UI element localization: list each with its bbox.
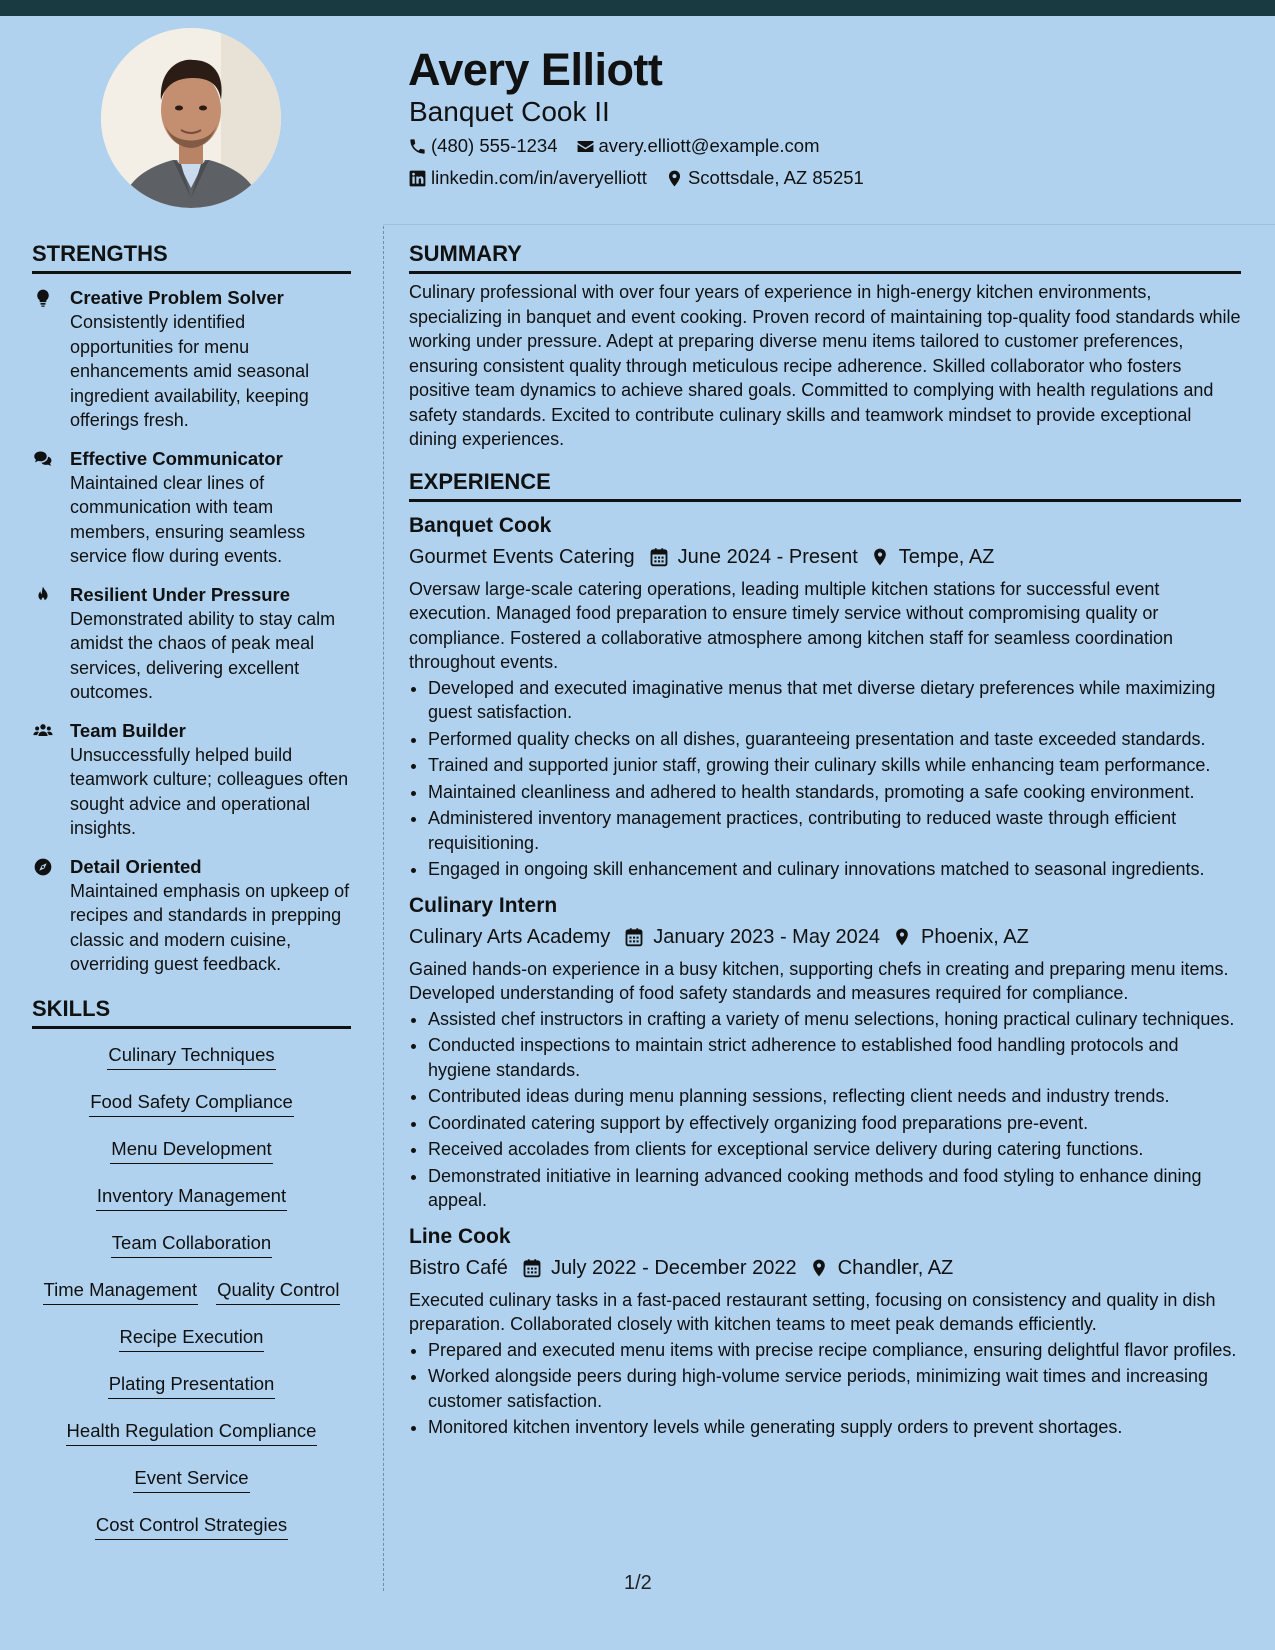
job-entry xyxy=(409,892,1241,1213)
calendar-icon xyxy=(624,927,644,947)
envelope-icon xyxy=(576,137,595,156)
comments-icon xyxy=(33,449,53,469)
compass-icon xyxy=(33,857,53,877)
experience-heading: EXPERIENCE xyxy=(409,468,1241,502)
top-accent-bar xyxy=(0,0,1275,16)
job-bullet: • Performed quality checks on all dishes, guaranteeing presentation and taste exceeded standards. xyxy=(428,727,1241,752)
linkedin-icon xyxy=(408,169,427,188)
skills-heading: SKILLS xyxy=(32,995,351,1029)
job-bullet: • Conducted inspections to maintain strict adherence to established food handling protocols and hygiene standards. xyxy=(428,1033,1241,1082)
job-company: Bistro Café xyxy=(409,1256,508,1279)
strength-description: Consistently identified opportunities for menu enhancements amid seasonal ingredient availability, keeping offerings fresh. xyxy=(70,312,310,430)
map-pin-icon xyxy=(892,927,912,947)
contact-linkedin[interactable] xyxy=(408,166,647,190)
job-bullet: • Administered inventory management practices, contributing to reduced waste through efficient requisitioning. xyxy=(428,806,1241,855)
job-dates: January 2023 - May 2024 xyxy=(653,925,881,948)
job-description: Executed culinary tasks in a fast-paced restaurant setting, focusing on consistency and quality in dish preparation. Collaborated closely with kitchen teams to meet peak demands efficiently. xyxy=(409,1289,1216,1334)
candidate-name: Avery Elliott xyxy=(408,44,663,95)
header-divider xyxy=(383,224,1275,225)
job-bullets xyxy=(409,1007,1241,1213)
location-text: Scottsdale, AZ 85251 xyxy=(687,167,864,188)
job-company: Gourmet Events Catering xyxy=(409,545,635,568)
contact-email[interactable] xyxy=(576,134,820,158)
job-bullet: • Monitored kitchen inventory levels while generating supply orders to prevent shortages. xyxy=(428,1415,1241,1440)
job-title: Culinary Intern xyxy=(409,893,558,917)
phone-text: (480) 555-1234 xyxy=(431,135,558,156)
job-bullet: • Received accolades from clients for exceptional service delivery during catering functions. xyxy=(428,1137,1241,1162)
users-icon xyxy=(33,721,53,741)
strength-item xyxy=(32,447,351,569)
job-dates: June 2024 - Present xyxy=(677,545,858,568)
strength-title: Creative Problem Solver xyxy=(70,287,284,308)
job-bullet: • Demonstrated initiative in learning advanced cooking methods and food styling to enhance dining appeal. xyxy=(428,1164,1241,1213)
calendar-icon xyxy=(649,547,669,567)
strength-description: Demonstrated ability to stay calm amidst the chaos of peak meal services, delivering excellent outcomes. xyxy=(70,608,336,702)
job-bullet: • Worked alongside peers during high-volume service periods, minimizing wait times and increasing customer satisfaction. xyxy=(428,1364,1241,1413)
person-portrait-image xyxy=(101,28,281,208)
job-dates: July 2022 - December 2022 xyxy=(550,1256,797,1279)
left-column xyxy=(32,240,351,1554)
skill-tag: Team Collaboration xyxy=(111,1231,272,1258)
skill-tag: Culinary Techniques xyxy=(107,1043,275,1070)
job-location: Tempe, AZ xyxy=(898,545,995,568)
strengths-heading: STRENGTHS xyxy=(32,240,351,274)
strength-title: Detail Oriented xyxy=(70,855,202,877)
strength-item xyxy=(32,286,351,433)
skill-tag: Food Safety Compliance xyxy=(89,1090,294,1117)
job-entry xyxy=(409,1223,1241,1440)
strength-title: Effective Communicator xyxy=(70,447,283,469)
skill-tag: Health Regulation Compliance xyxy=(66,1419,318,1446)
map-pin-icon xyxy=(870,547,890,567)
skill-tag: Recipe Execution xyxy=(119,1325,265,1352)
job-bullet: • Assisted chef instructors in crafting a variety of menu selections, honing practical culinary techniques. xyxy=(428,1007,1241,1032)
job-bullet: • Developed and executed imaginative menus that met diverse dietary preferences while maximizing guest satisfaction. xyxy=(428,676,1241,725)
contact-row-1 xyxy=(408,134,820,158)
skill-tag: Event Service xyxy=(133,1466,249,1493)
strength-description: Unsuccessfully helped build teamwork culture; colleagues often sought advice and operational insights. xyxy=(70,744,349,838)
job-location: Phoenix, AZ xyxy=(921,925,1029,948)
profile-photo xyxy=(101,28,281,208)
job-title: Banquet Cook xyxy=(409,513,552,537)
strengths-list xyxy=(32,286,351,977)
job-bullets xyxy=(409,676,1241,882)
lightbulb-icon xyxy=(33,288,53,308)
candidate-title: Banquet Cook II xyxy=(409,96,610,127)
strength-item xyxy=(32,583,351,705)
contact-location xyxy=(665,166,864,190)
summary-heading: SUMMARY xyxy=(409,240,1241,274)
fire-icon xyxy=(33,585,53,605)
contact-phone[interactable] xyxy=(408,134,558,158)
skill-tag: Inventory Management xyxy=(96,1184,287,1211)
job-meta xyxy=(409,1254,1241,1282)
strength-item xyxy=(32,719,351,841)
page-number: 1/2 xyxy=(624,1572,652,1594)
job-bullet: • Prepared and executed menu items with precise recipe compliance, ensuring delightful flavor profiles. xyxy=(428,1338,1241,1363)
job-entry xyxy=(409,512,1241,882)
job-location: Chandler, AZ xyxy=(837,1256,954,1279)
column-divider xyxy=(383,226,384,1591)
job-meta xyxy=(409,543,1241,571)
job-bullet: • Maintained cleanliness and adhered to health standards, promoting a safe cooking environment. xyxy=(428,780,1241,805)
skills-list xyxy=(32,1037,351,1554)
job-title: Line Cook xyxy=(409,1224,511,1248)
email-text: avery.elliott@example.com xyxy=(598,135,820,156)
job-bullet: • Coordinated catering support by effectively organizing food preparations pre-event. xyxy=(428,1111,1241,1136)
linkedin-text: linkedin.com/in/averyelliott xyxy=(431,167,647,188)
job-description: Oversaw large-scale catering operations, leading multiple kitchen stations for successful event execution. Managed food preparation to ensure timely service without compromising quality or compliance. Fostered a collaborative atmosphere among kitchen staff for seamless coordination throughout events. xyxy=(409,578,1174,672)
job-bullet: • Engaged in ongoing skill enhancement and culinary innovations matched to seasonal ingredients. xyxy=(428,857,1241,882)
summary-text: Culinary professional with over four years of experience in high-energy kitchen environments, specializing in banquet and event cooking. Proven record of maintaining top-quality food standards while working under pressure. Adept at preparing diverse menu items tailored to customer preferences, ensuring consistent quality through meticulous recipe adherence. Skilled collaborator who fosters positive team dynamics to achieve shared goals. Committed to complying with health regulations and safety standards. Excited to contribute culinary skills and teamwork mindset to provide exceptional dining experiences. xyxy=(409,282,1241,449)
strength-description: Maintained emphasis on upkeep of recipes and standards in prepping classic and modern cuisine, overriding guest feedback. xyxy=(70,880,350,974)
job-bullet: • Contributed ideas during menu planning sessions, reflecting client needs and industry trends. xyxy=(428,1084,1241,1109)
job-bullet: • Trained and supported junior staff, growing their culinary skills while enhancing team performance. xyxy=(428,753,1241,778)
skill-tag: Plating Presentation xyxy=(108,1372,276,1399)
contact-row-2 xyxy=(408,166,864,190)
strength-description: Maintained clear lines of communication with team members, ensuring seamless service flow during events. xyxy=(70,472,306,566)
skill-tag: Time Management xyxy=(43,1278,199,1305)
map-pin-icon xyxy=(665,169,684,188)
map-pin-icon xyxy=(809,1258,829,1278)
skill-tag: Cost Control Strategies xyxy=(95,1513,288,1540)
job-bullets xyxy=(409,1338,1241,1440)
calendar-icon xyxy=(522,1258,542,1278)
job-company: Culinary Arts Academy xyxy=(409,925,611,948)
skill-tag: Quality Control xyxy=(216,1278,340,1305)
strength-item xyxy=(32,855,351,977)
job-meta xyxy=(409,923,1241,951)
phone-icon xyxy=(408,137,427,156)
right-column xyxy=(409,240,1241,1442)
skill-tag: Menu Development xyxy=(110,1137,272,1164)
strength-title: Resilient Under Pressure xyxy=(70,583,291,605)
job-description: Gained hands-on experience in a busy kitchen, supporting chefs in creating and preparing menu items. Developed understanding of food safety standards and measures required for compliance. xyxy=(409,958,1229,1003)
strength-title: Team Builder xyxy=(70,719,186,741)
